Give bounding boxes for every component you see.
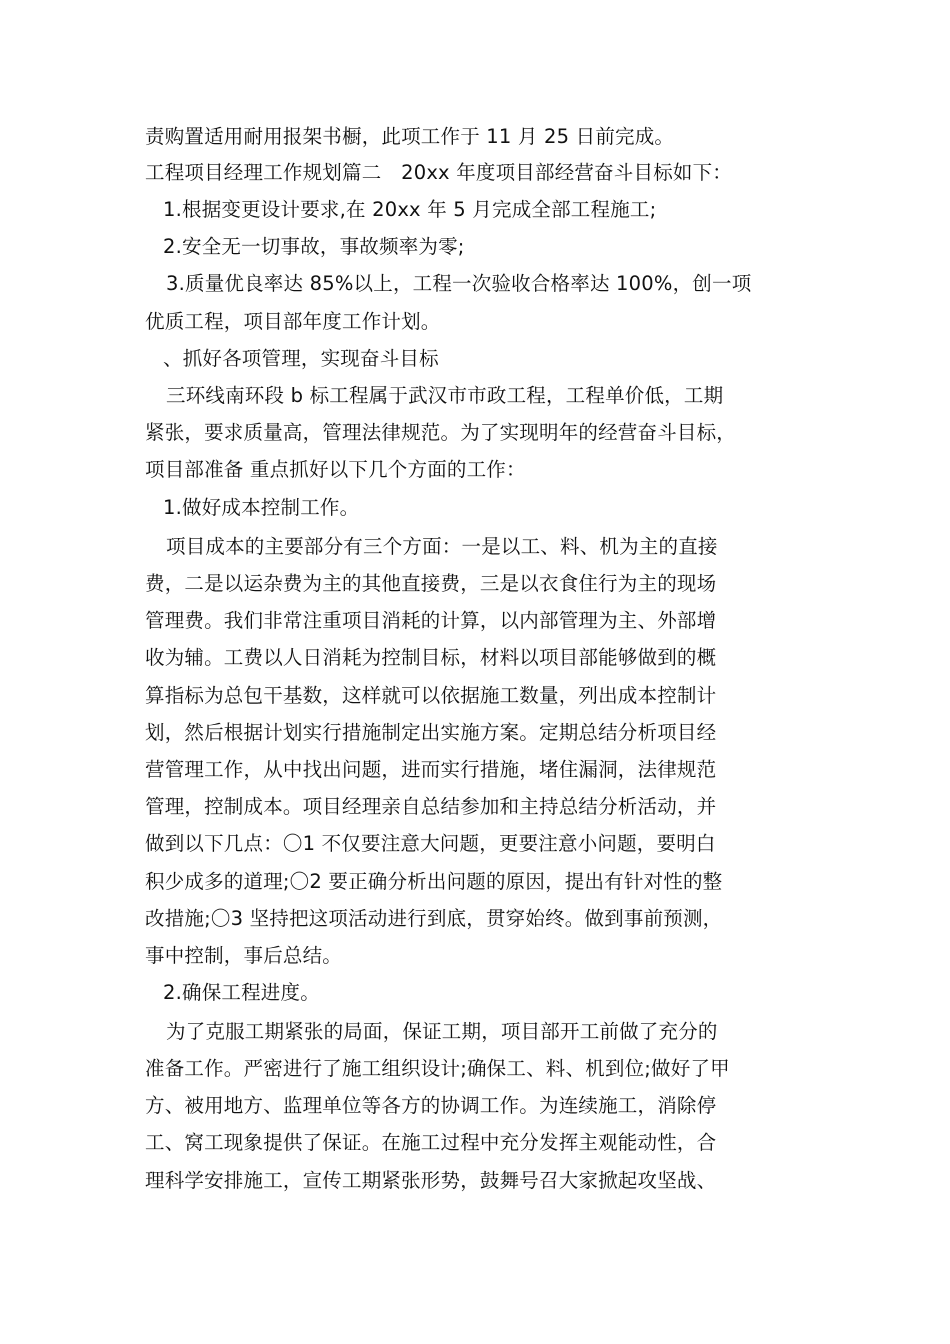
text-line-28: 工、窝工现象提供了保证。在施工过程中充分发挥主观能动性，合: [145, 1131, 717, 1154]
text-line-21: 积少成多的道理;〇2 要正确分析出问题的原因，提出有针对性的整: [145, 870, 723, 893]
text-line-24: 2.确保工程进度。: [163, 981, 320, 1004]
text-line-27: 方、被用地方、监理单位等各方的协调工作。为连续施工，消除停: [145, 1094, 717, 1117]
text-line-3: 1.根据变更设计要求,在 20xx 年 5 月完成全部工程施工;: [163, 198, 657, 221]
text-line-1: 责购置适用耐用报架书橱，此项工作于 11 月 25 日前完成。: [145, 125, 675, 148]
text-line-12: 项目成本的主要部分有三个方面：一是以工、料、机为主的直接: [166, 535, 718, 558]
text-line-17: 划，然后根据计划实行措施制定出实施方案。定期总结分析项目经: [145, 721, 717, 744]
text-line-29: 理科学安排施工，宣传工期紧张形势，鼓舞号召大家掀起攻坚战、: [145, 1169, 717, 1192]
text-line-15: 收为辅。工费以人日消耗为控制目标，材料以项目部能够做到的概: [145, 646, 717, 669]
text-line-7: 、抓好各项管理，实现奋斗目标: [163, 347, 439, 370]
text-line-19: 管理，控制成本。项目经理亲自总结参加和主持总结分析活动，并: [145, 795, 717, 818]
text-line-5: 3.质量优良率达 85%以上，工程一次验收合格率达 100%，创一项: [166, 272, 752, 295]
text-line-8: 三环线南环段 b 标工程属于武汉市市政工程，工程单价低，工期: [166, 384, 724, 407]
text-line-26: 准备工作。严密进行了施工组织设计;确保工、料、机到位;做好了甲: [145, 1057, 730, 1080]
text-line-22: 改措施;〇3 坚持把这项活动进行到底，贯穿始终。做到事前预测，: [145, 907, 723, 930]
text-line-25: 为了克服工期紧张的局面，保证工期，项目部开工前做了充分的: [166, 1020, 718, 1043]
text-line-11: 1.做好成本控制工作。: [163, 496, 360, 519]
text-line-10: 项目部准备 重点抓好以下几个方面的工作：: [145, 458, 526, 481]
text-line-16: 算指标为总包干基数，这样就可以依据施工数量，列出成本控制计: [145, 684, 717, 707]
text-line-2: 工程项目经理工作规划篇二 20xx 年度项目部经营奋斗目标如下：: [145, 161, 732, 184]
text-line-6: 优质工程，项目部年度工作计划。: [145, 310, 441, 333]
text-line-18: 营管理工作，从中找出问题，进而实行措施，堵住漏洞，法律规范: [145, 758, 717, 781]
text-line-13: 费，二是以运杂费为主的其他直接费，三是以衣食住行为主的现场: [145, 572, 717, 595]
text-line-20: 做到以下几点：〇1 不仅要注意大问题，更要注意小问题，要明白: [145, 832, 716, 855]
text-line-4: 2.安全无一切事故，事故频率为零;: [163, 235, 465, 258]
text-line-14: 管理费。我们非常注重项目消耗的计算，以内部管理为主、外部增: [145, 609, 717, 632]
text-line-9: 紧张，要求质量高，管理法律规范。为了实现明年的经营奋斗目标，: [145, 421, 737, 444]
text-line-23: 事中控制，事后总结。: [145, 944, 343, 967]
